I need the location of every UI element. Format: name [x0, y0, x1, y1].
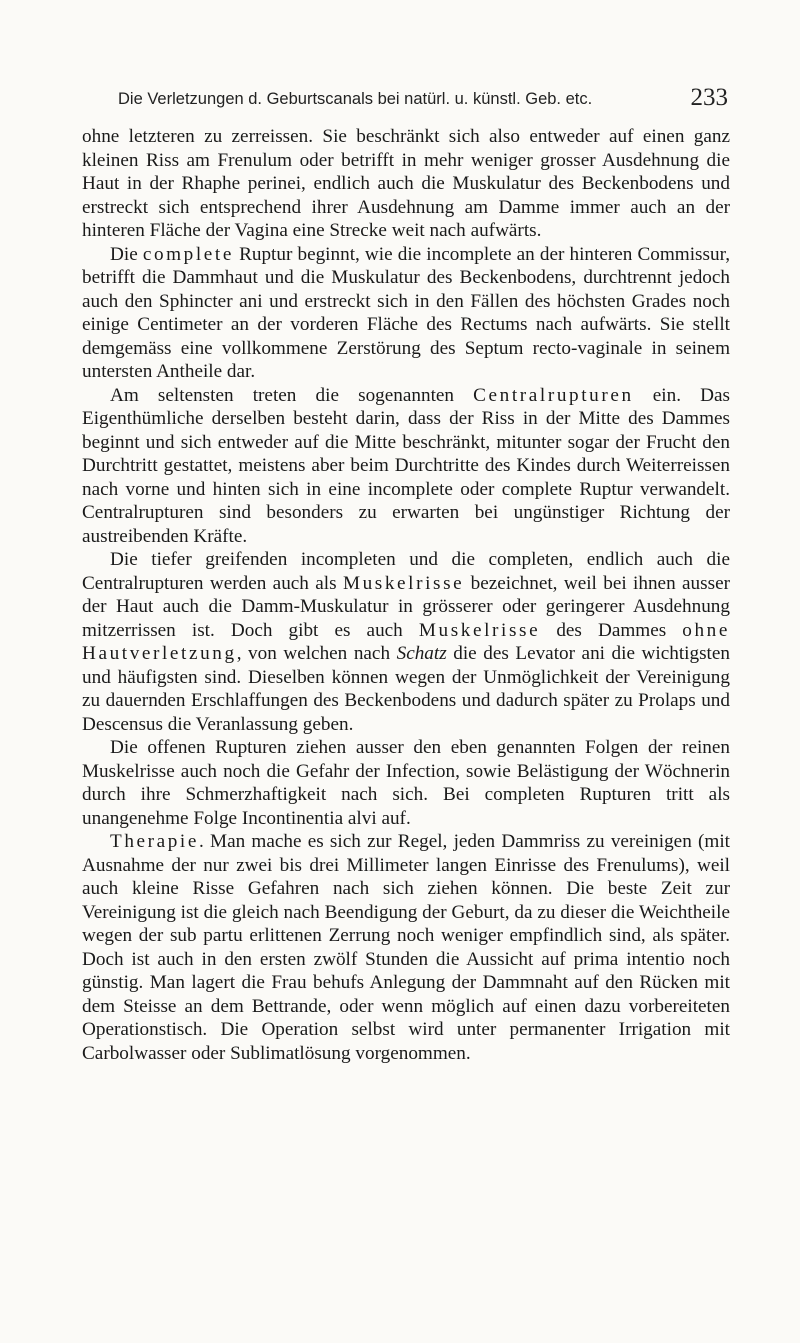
text-run: , von welchen nach — [236, 643, 397, 664]
paragraph — [82, 125, 730, 243]
text-run: Die — [110, 243, 143, 265]
text-run: Die tiefer greifenden incompleten und die completen, endlich auch die Centralrupturen werden auch als — [82, 549, 730, 594]
body-text — [82, 125, 730, 1065]
paragraph — [82, 243, 730, 384]
emphasized-term: Centralrupturen — [473, 384, 634, 406]
paragraph — [82, 830, 730, 1065]
emphasized-term: Muskelrisse — [418, 619, 541, 641]
text-run: Ruptur beginnt, wie die incomplete an der hinteren Commissur, betrifft die Dammhaut und die Muskulatur des Beckenbodens, durchtrennt jedoch auch den Sphincter ani und erstreckt sich in den Fällen des höchsten Grades noch einige Centimeter an der vorderen Fläche des Rectums nach aufwärts. Sie stellt demgemäss eine vollkommene Zerstörung des Septum recto-vaginale in seinem untersten Antheile dar. — [82, 243, 730, 382]
page-number: 233 — [690, 84, 728, 111]
text-run: Am seltensten treten die sogenannten — [110, 384, 474, 406]
paragraph — [82, 384, 730, 549]
author-name: Schatz — [396, 643, 447, 664]
emphasized-term: Therapie — [110, 831, 199, 852]
text-run: bezeichnet, weil bei ihnen ausser der Haut auch die Damm-Muskulatur in grösserer oder geringerer Ausdehnung mitzerrissen ist. Doch gibt es auch — [82, 572, 730, 641]
text-run: ein. Das Eigenthümliche derselben besteht darin, dass der Riss in der Mitte des Dammes beginnt und sich entweder auf die Mitte beschränkt, mitunter sogar der Frucht den Durchtritt gestattet, meistens aber beim Durchtritte des Kindes durch Weiterreissen nach vorne und hinten sich in eine incomplete oder complete Ruptur verwandelt. Centralrupturen sind besonders zu erwarten bei ungünstiger Richtung der austreibenden Kräfte. — [82, 384, 730, 547]
paragraph — [82, 736, 730, 830]
paragraph — [82, 548, 730, 736]
text-run: Die offenen Rupturen ziehen ausser den eben genannten Folgen der reinen Muskelrisse auch noch die Gefahr der Infection, sowie Belästigung der Wöchnerin durch ihre Schmerzhaftigkeit nach sich. Bei completen Rupturen tritt als unangenehme Folge Incontinentia alvi auf. — [82, 737, 730, 829]
emphasized-term: complete — [142, 243, 234, 265]
text-run: des Dammes — [540, 619, 683, 641]
header-title: Die Verletzungen d. Geburtscanals bei natürl. u. künstl. Geb. etc. — [118, 90, 593, 108]
text-run: . Man mache es sich zur Regel, jeden Dammriss zu vereinigen (mit Ausnahme der nur zwei bis drei Millimeter langen Einrisse des Frenulums), weil auch kleine Risse Gefahren nach sich ziehen können. Die beste Zeit zur Vereinigung ist die gleich nach Beendigung der Geburt, da zu dieser die Weichtheile wegen der sub partu erlittenen Zerrung noch weniger empfindlich sind, als später. Doch ist auch in den ersten zwölf Stunden die Aussicht auf prima intentio noch günstig. Man lagert die Frau behufs Anlegung der Dammnaht auf den Rücken mit dem Steisse an dem Bettrande, oder wenn möglich auf einen dazu vorbereiteten Operationstisch. Die Operation selbst wird unter permanenter Irrigation mit Carbolwasser oder Sublimatlösung vorgenommen. — [82, 831, 730, 1064]
emphasized-term: Muskelrisse — [342, 572, 465, 594]
emphasized-term: ohne Hautverletzung — [82, 619, 730, 664]
text-run: die des Levator ani die wichtigsten und häufigsten sind. Dieselben können wegen der Unmöglichkeit der Vereinigung zu dauernden Erschlaffungen des Beckenbodens und dadurch später zu Prolaps und Descensus die Veranlassung geben. — [82, 643, 730, 735]
running-header — [118, 84, 728, 111]
text-run: ohne letzteren zu zerreissen. Sie beschränkt sich also entweder auf einen ganz kleinen Riss am Frenulum oder betrifft in mehr weniger grosser Ausdehnung die Haut in der Rhaphe perinei, endlich auch die Muskulatur des Beckenbodens und erstreckt sich entsprechend ihrer Ausdehnung am Damme immer auch an der hinteren Fläche der Vagina eine Strecke weit nach aufwärts. — [82, 126, 730, 241]
